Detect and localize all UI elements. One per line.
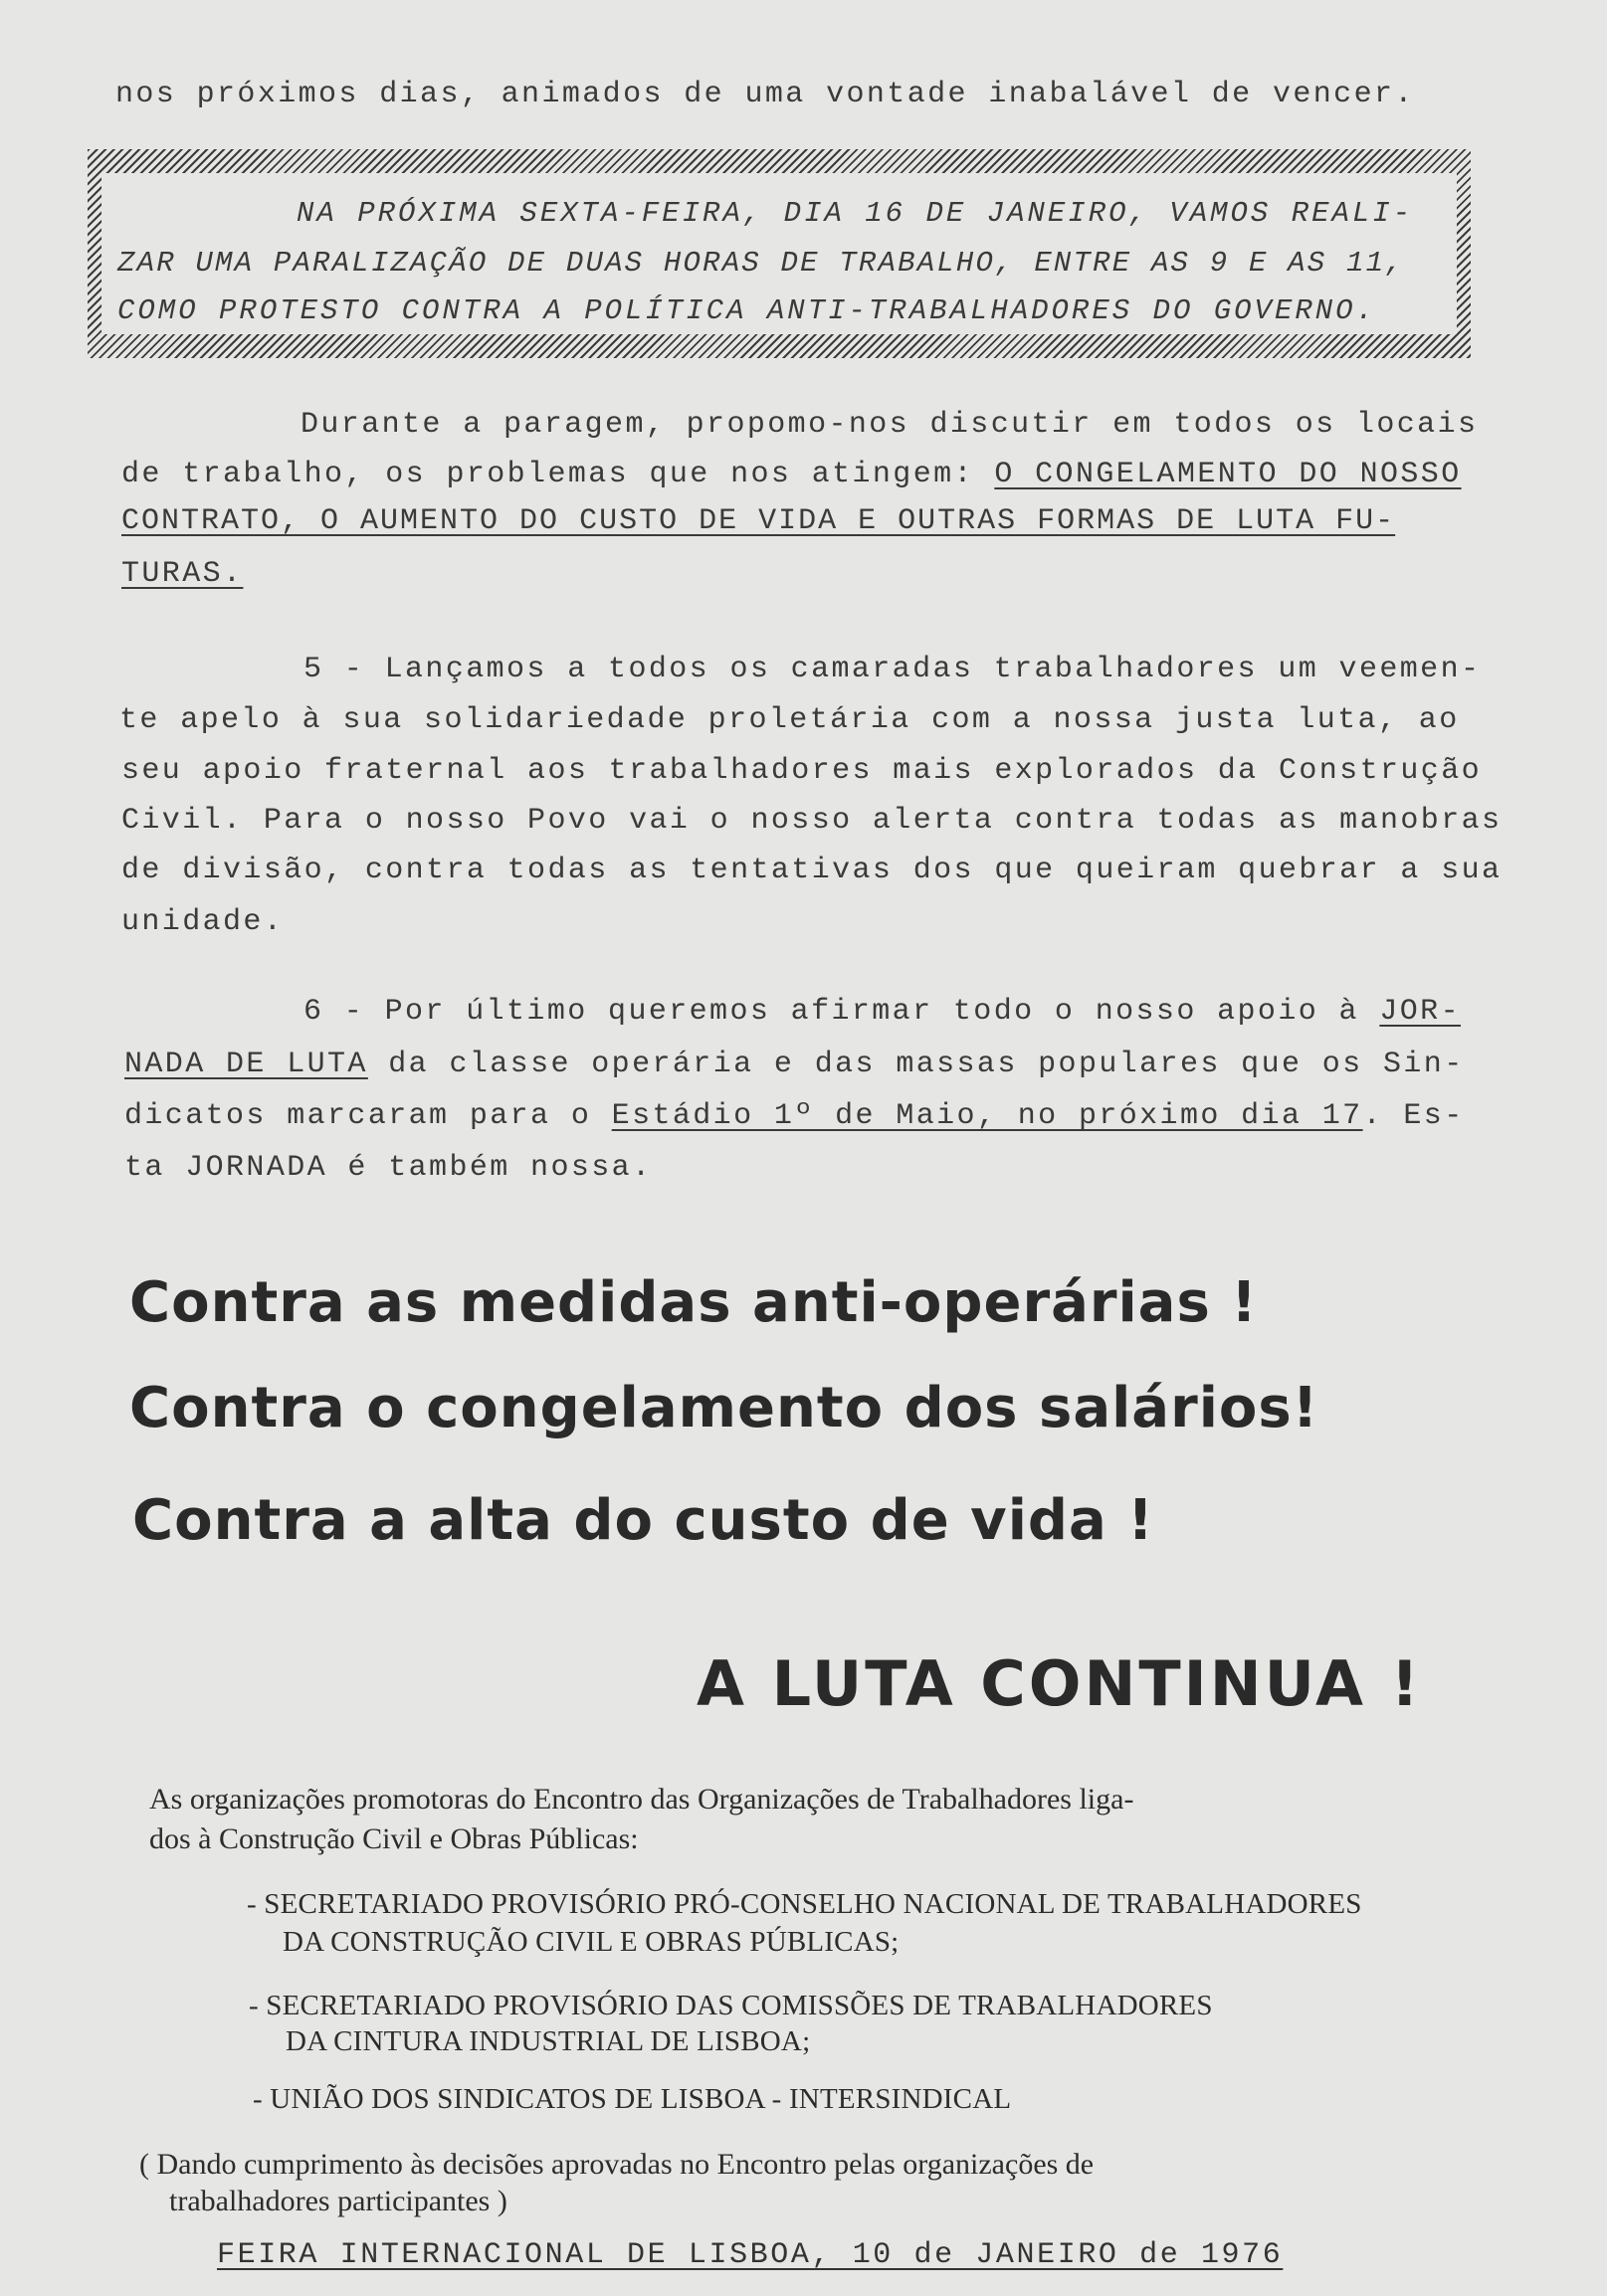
para6-line-2 — [124, 1048, 1465, 1081]
para6-line-3-end: . Es- — [1362, 1099, 1465, 1133]
discussion-line-1: Durante a paragem, propomo-nos discutir em todos os locais — [301, 408, 1479, 442]
orgs-note-line-2: trabalhadores participantes ) — [169, 2185, 507, 2217]
para6-underlined-1: JOR- — [1379, 995, 1461, 1029]
orgs-intro-line-1: As organizações promotoras do Encontro das Organizações de Trabalhadores liga- — [149, 1783, 1134, 1816]
org-item-3: - UNIÃO DOS SINDICATOS DE LISBOA - INTERSINDICAL — [253, 2083, 1012, 2115]
closing-slogan: A LUTA CONTINUA ! — [697, 1647, 1422, 1720]
intro-line: nos próximos dias, animados de uma vontade inabalável de vencer. — [115, 78, 1415, 111]
para5-line-3: seu apoio fraternal aos trabalhadores mais explorados da Construção — [121, 754, 1482, 788]
para6-line-2-rest: da classe operária e das massas populares que os Sin- — [367, 1048, 1465, 1081]
para6-line-3-start: dicatos marcaram para o — [124, 1099, 612, 1133]
slogan-2: Contra o congelamento dos salários! — [129, 1376, 1319, 1440]
para5-line-2: te apelo à sua solidariedade proletária com a nossa justa luta, ao — [119, 703, 1460, 737]
slogan-3: Contra a alta do custo de vida ! — [132, 1488, 1154, 1553]
org-item-2-line-1: - SECRETARIADO PROVISÓRIO DAS COMISSÕES DE TRABALHADORES — [249, 1990, 1213, 2021]
para6-underlined-2: NADA DE LUTA — [124, 1048, 368, 1081]
slogan-1: Contra as medidas anti-operárias ! — [129, 1270, 1258, 1335]
orgs-intro-line-2: dos à Construção Civil e Obras Públicas: — [149, 1822, 639, 1855]
para6-line-4: ta JORNADA é também nossa. — [124, 1151, 653, 1185]
footer-place-date: FEIRA INTERNACIONAL DE LISBOA, 10 de JANEIRO de 1976 — [217, 2238, 1284, 2272]
para6-underlined-3: Estádio 1º de Maio, no próximo dia 17 — [611, 1099, 1363, 1133]
para5-line-5: de divisão, contra todas as tentativas dos que queiram quebrar a sua — [121, 854, 1503, 887]
notice-line-3: COMO PROTESTO CONTRA A POLÍTICA ANTI-TRABALHADORES DO GOVERNO. — [117, 294, 1376, 327]
discussion-line-2-start: de trabalho, os problemas que nos atingem: — [121, 458, 995, 491]
para5-line-1: 5 - Lançamos a todos os camaradas trabalhadores um veemen- — [303, 653, 1482, 686]
para6-line-3 — [124, 1099, 1465, 1133]
orgs-note-line-1: ( Dando cumprimento às decisões aprovadas no Encontro pelas organizações de — [139, 2148, 1095, 2181]
notice-line-1: NA PRÓXIMA SEXTA-FEIRA, DIA 16 DE JANEIRO, VAMOS REALI- — [297, 197, 1414, 230]
org-item-1-line-1: - SECRETARIADO PROVISÓRIO PRÓ-CONSELHO NACIONAL DE TRABALHADORES — [247, 1888, 1362, 1920]
discussion-line-4: TURAS. — [121, 557, 244, 591]
notice-line-2: ZAR UMA PARALIZAÇÃO DE DUAS HORAS DE TRABALHO, ENTRE AS 9 E AS 11, — [117, 247, 1405, 280]
org-item-2-line-2: DA CINTURA INDUSTRIAL DE LISBOA; — [286, 2025, 811, 2057]
para6-line-1 — [303, 995, 1461, 1029]
discussion-line-2 — [121, 458, 1462, 491]
para5-line-4: Civil. Para o nosso Povo vai o nosso alerta contra todas as manobras — [121, 804, 1503, 838]
para5-line-6: unidade. — [121, 905, 285, 939]
discussion-line-3: CONTRATO, O AUMENTO DO CUSTO DE VIDA E OUTRAS FORMAS DE LUTA FU- — [121, 504, 1396, 538]
org-item-1-line-2: DA CONSTRUÇÃO CIVIL E OBRAS PÚBLICAS; — [283, 1926, 900, 1958]
para6-line-1-start: 6 - Por último queremos afirmar todo o nosso apoio à — [303, 995, 1380, 1029]
discussion-underlined-1: O CONGELAMENTO DO NOSSO — [994, 458, 1462, 491]
